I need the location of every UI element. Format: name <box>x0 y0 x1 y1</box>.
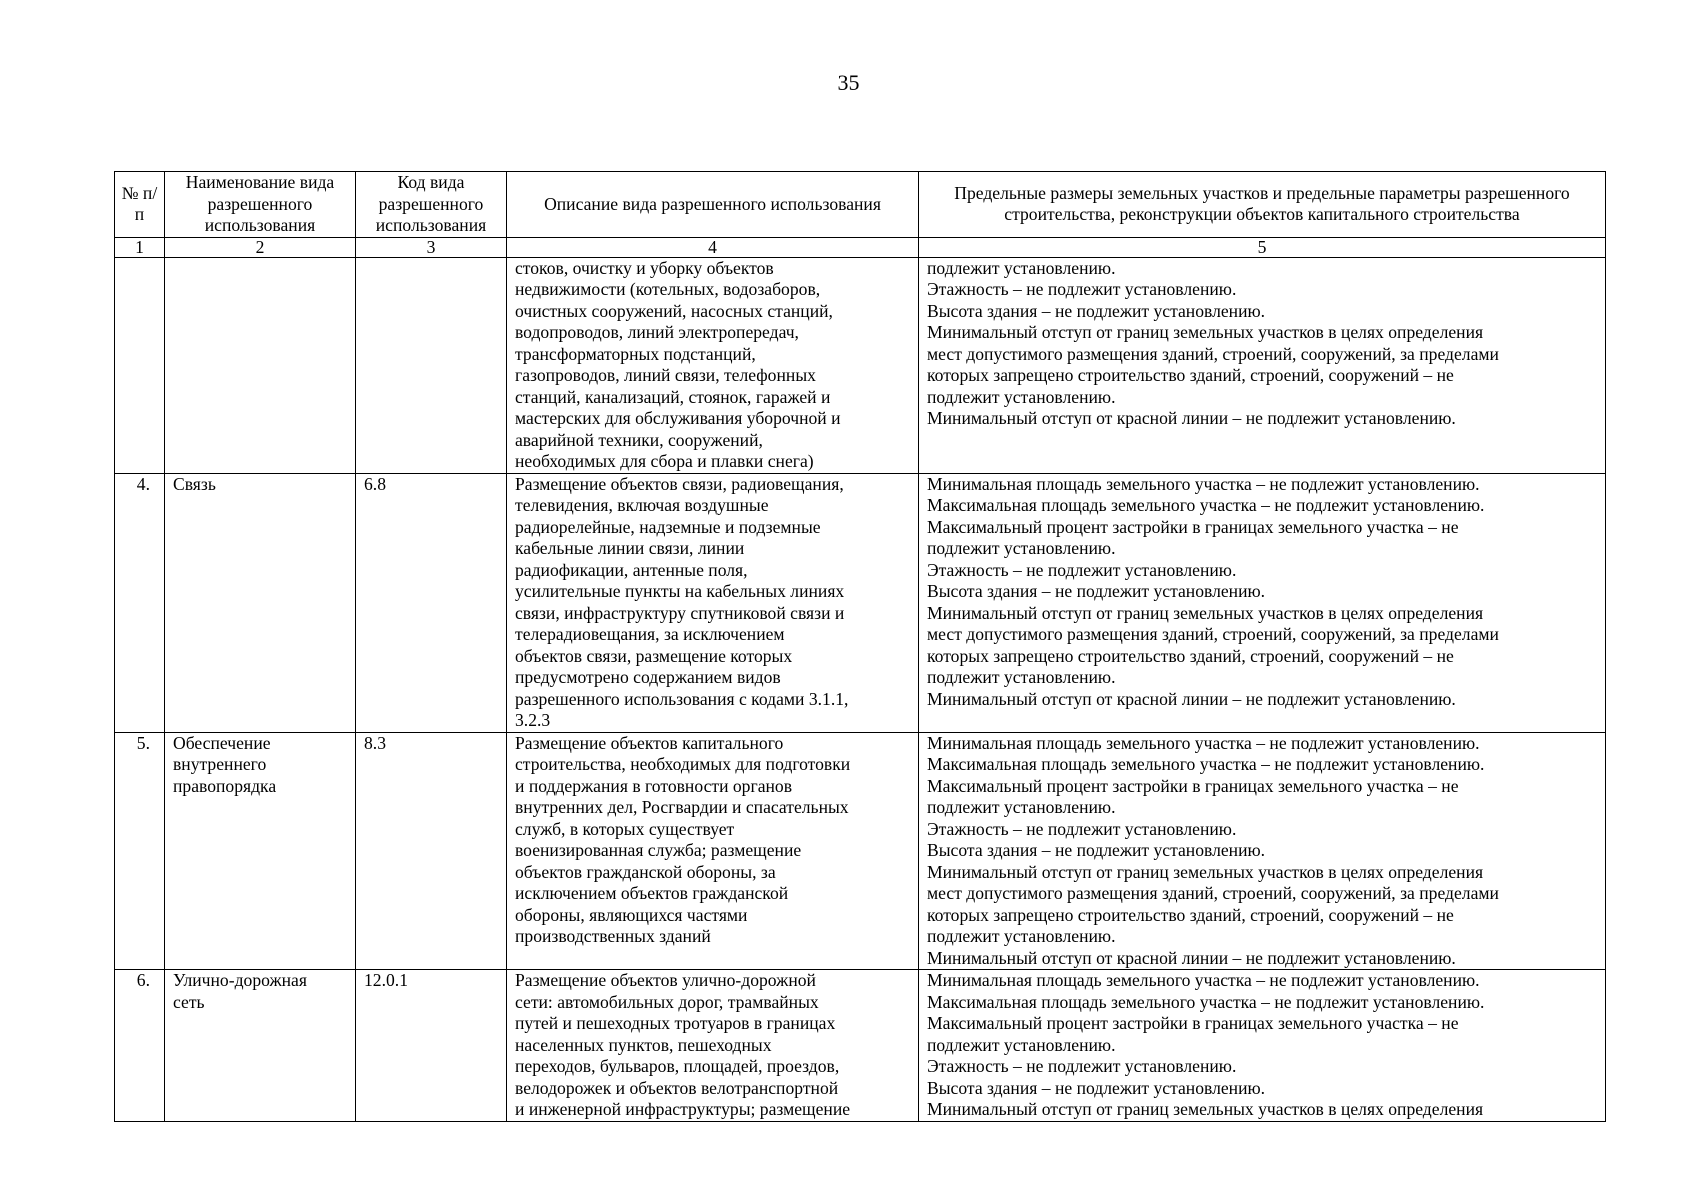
use-code: 8.3 <box>356 732 507 970</box>
table-row <box>115 970 1606 1122</box>
use-name <box>165 257 356 473</box>
permitted-use-table <box>114 171 1606 1122</box>
use-name: Связь <box>165 473 356 732</box>
limit-parameters: Минимальная площадь земельного участка – не подлежит установлению. Максимальная площадь земельного участка – не подлежит установлению. Максимальный процент застройки в границах земельного участка – не подлежит установлению. Этажность – не подлежит установлению. Высота здания – не подлежит установлению. Минимальный отступ от границ земельных участков в целях определения мест допустимого размещения зданий, строений, сооружений, за пределами которых запрещено строительство зданий, строений, сооружений – не подлежит установлению. Минимальный отступ от красной линии – не подлежит установлению. <box>919 473 1606 732</box>
column-number-row <box>115 237 1606 257</box>
table-row <box>115 473 1606 732</box>
page-number: 35 <box>837 70 860 95</box>
table-row <box>115 732 1606 970</box>
row-number: 6. <box>115 970 165 1122</box>
use-description: стоков, очистку и уборку объектов недвижимости (котельных, водозаборов, очистных сооружений, насосных станций, водопроводов, линий электропередач, трансформаторных подстанций, газопроводов, линий связи, телефонных станций, канализаций, стоянок, гаражей и мастерских для обслуживания уборочной и аварийной техники, сооружений, необходимых для сбора и плавки снега) <box>507 257 919 473</box>
header-use-code: Код вида разрешенного использования <box>356 172 507 238</box>
table-row <box>115 257 1606 473</box>
header-row <box>115 172 1606 238</box>
row-number: 4. <box>115 473 165 732</box>
row-number: 5. <box>115 732 165 970</box>
header-number: № п/п <box>115 172 165 238</box>
use-code: 12.0.1 <box>356 970 507 1122</box>
column-number: 4 <box>507 237 919 257</box>
use-name: Обеспечение внутреннего правопорядка <box>165 732 356 970</box>
column-number: 5 <box>919 237 1606 257</box>
use-description: Размещение объектов капитального строительства, необходимых для подготовки и поддержания в готовности органов внутренних дел, Росгвардии и спасательных служб, в которых существует военизированная служба; размещение объектов гражданской обороны, за исключением объектов гражданской обороны, являющихся частями производственных зданий <box>507 732 919 970</box>
header-use-description: Описание вида разрешенного использования <box>507 172 919 238</box>
limit-parameters: Минимальная площадь земельного участка – не подлежит установлению. Максимальная площадь земельного участка – не подлежит установлению. Максимальный процент застройки в границах земельного участка – не подлежит установлению. Этажность – не подлежит установлению. Высота здания – не подлежит установлению. Минимальный отступ от границ земельных участков в целях определения <box>919 970 1606 1122</box>
use-code <box>356 257 507 473</box>
limit-parameters: Минимальная площадь земельного участка – не подлежит установлению. Максимальная площадь земельного участка – не подлежит установлению. Максимальный процент застройки в границах земельного участка – не подлежит установлению. Этажность – не подлежит установлению. Высота здания – не подлежит установлению. Минимальный отступ от границ земельных участков в целях определения мест допустимого размещения зданий, строений, сооружений, за пределами которых запрещено строительство зданий, строений, сооружений – не подлежит установлению. Минимальный отступ от красной линии – не подлежит установлению. <box>919 732 1606 970</box>
column-number: 1 <box>115 237 165 257</box>
row-number <box>115 257 165 473</box>
column-number: 3 <box>356 237 507 257</box>
use-description: Размещение объектов улично-дорожной сети: автомобильных дорог, трамвайных путей и пешеходных тротуаров в границах населенных пунктов, пешеходных переходов, бульваров, площадей, проездов, велодорожек и объектов велотранспортной и инженерной инфраструктуры; размещение <box>507 970 919 1122</box>
header-limit-parameters: Предельные размеры земельных участков и предельные параметры разрешенного строительства, реконструкции объектов капитального строительства <box>919 172 1606 238</box>
use-description: Размещение объектов связи, радиовещания, телевидения, включая воздушные радиорелейные, надземные и подземные кабельные линии связи, линии радиофикации, антенные поля, усилительные пункты на кабельных линиях связи, инфраструктуру спутниковой связи и телерадиовещания, за исключением объектов связи, размещение которых предусмотрено содержанием видов разрешенного использования с кодами 3.1.1, 3.2.3 <box>507 473 919 732</box>
column-number: 2 <box>165 237 356 257</box>
use-code: 6.8 <box>356 473 507 732</box>
use-name: Улично-дорожная сеть <box>165 970 356 1122</box>
limit-parameters: подлежит установлению. Этажность – не подлежит установлению. Высота здания – не подлежит установлению. Минимальный отступ от границ земельных участков в целях определения мест допустимого размещения зданий, строений, сооружений, за пределами которых запрещено строительство зданий, строений, сооружений – не подлежит установлению. Минимальный отступ от красной линии – не подлежит установлению. <box>919 257 1606 473</box>
header-use-name: Наименование вида разрешенного использования <box>165 172 356 238</box>
